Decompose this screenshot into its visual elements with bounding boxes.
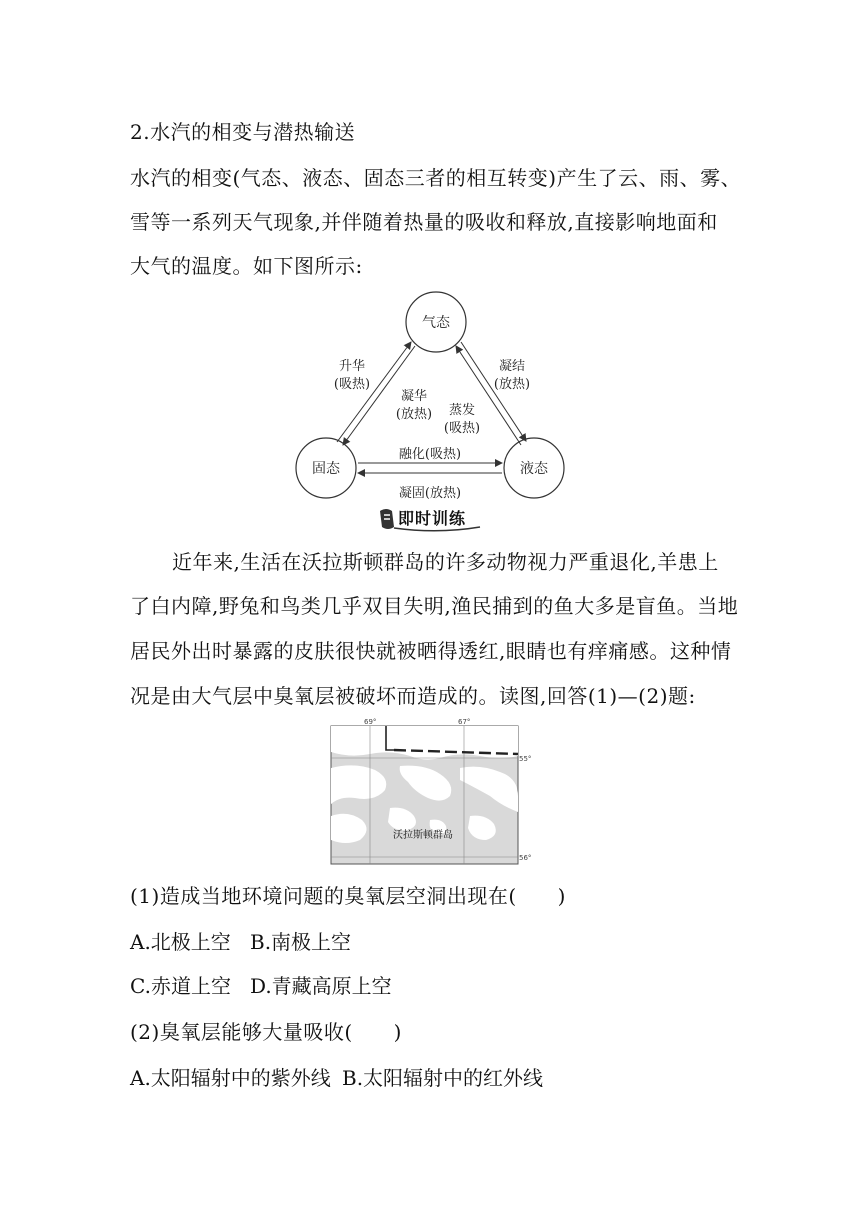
question-2-options-row1 (130, 1062, 543, 1091)
option-c: C.赤道上空 (130, 974, 231, 998)
freezing-label: 凝固(放热) (398, 486, 462, 501)
practice-banner (378, 507, 482, 533)
option-d: D.青藏高原上空 (250, 974, 392, 998)
wollaston-islands-map (330, 716, 536, 866)
question-2: (2)臭氧层能够大量吸收( ) (130, 1020, 402, 1044)
section-heading: 2.水汽的相变与潜热输送 (130, 120, 356, 144)
paragraph-line: 雪等一系列天气现象,并伴随着热量的吸收和释放,直接影响地面和 (130, 210, 718, 234)
condense-note: (放热) (493, 377, 531, 392)
option-b: B.南极上空 (250, 930, 352, 954)
exercise-line: 居民外出时暴露的皮肤很快就被晒得透红,眼睛也有痒痛感。这种情 (130, 639, 732, 663)
question-1-options-row1 (130, 926, 351, 955)
island-label: 沃拉斯顿群岛 (393, 830, 453, 841)
solid-label: 固态 (312, 461, 340, 477)
option-a: A.北极上空 (130, 930, 231, 954)
deposition-label: 凝华 (400, 389, 428, 404)
exercise-line: 近年来,生活在沃拉斯顿群岛的许多动物视力严重退化,羊患上 (172, 550, 719, 574)
paragraph-line: 水汽的相变(气态、液态、固态三者的相互转变)产生了云、雨、雾、 (130, 166, 742, 190)
deposition-note: (放热) (395, 407, 433, 422)
sublimation-arrow (337, 342, 411, 442)
question-1-options-row2 (130, 970, 392, 999)
evaporation-label: 蒸发 (448, 403, 476, 418)
lat-top-label: 55° (519, 755, 532, 763)
condense-label: 凝结 (498, 359, 526, 374)
lon-right-label: 67° (458, 718, 471, 726)
liquid-label: 液态 (520, 461, 548, 477)
option-b: B.太阳辐射中的红外线 (342, 1066, 544, 1090)
melting-label: 融化(吸热) (398, 447, 462, 462)
option-a: A.太阳辐射中的紫外线 (130, 1066, 331, 1090)
banner-label: 即时训练 (398, 509, 467, 528)
evaporation-note: (吸热) (443, 421, 481, 436)
exercise-line: 况是由大气层中臭氧层被破坏而造成的。读图,回答(1)—(2)题: (130, 684, 696, 708)
sublimation-note: (吸热) (333, 377, 371, 392)
exercise-line: 了白内障,野兔和鸟类几乎双目失明,渔民捕到的鱼大多是盲鱼。当地 (130, 594, 739, 618)
sublimation-label: 升华 (338, 359, 366, 374)
question-1: (1)造成当地环境问题的臭氧层空洞出现在( ) (130, 884, 566, 908)
paragraph-line: 大气的温度。如下图所示: (130, 254, 363, 278)
lon-left-label: 69° (364, 718, 377, 726)
phase-change-diagram (290, 286, 580, 508)
lat-bottom-label: 56° (519, 854, 532, 862)
gas-label: 气态 (422, 315, 450, 331)
